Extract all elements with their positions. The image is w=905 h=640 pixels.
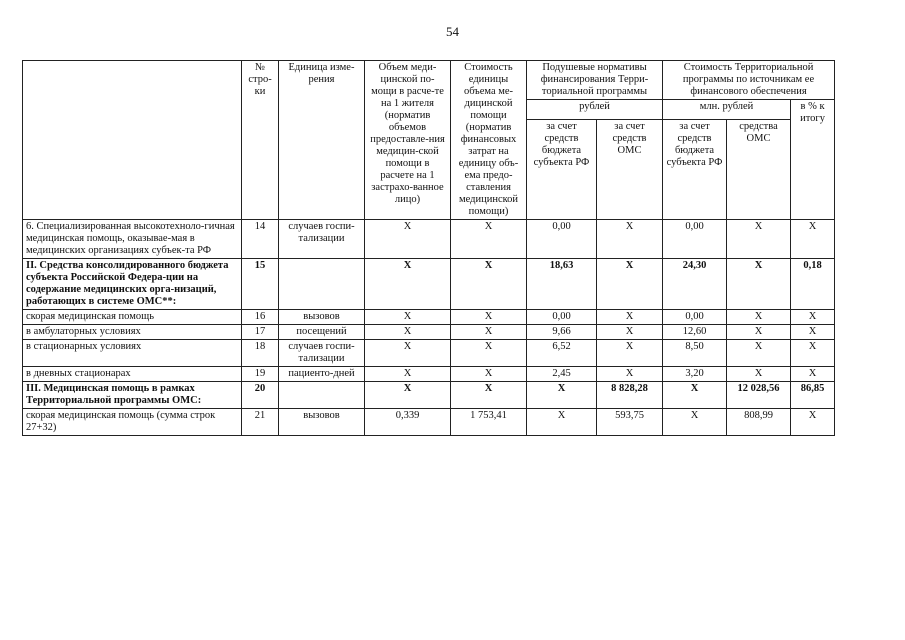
header-name-cell — [23, 61, 242, 220]
cell-cost: X — [451, 310, 527, 325]
cell-tc-oms: 808,99 — [727, 409, 791, 436]
cell-unit — [279, 382, 365, 409]
table-row — [23, 367, 835, 382]
cell-name: 6. Специализированная высокотехноло-гичная медицинская помощь, оказывае-мая в медицинских организациях субъек-та РФ — [23, 220, 242, 259]
cell-cost: X — [451, 259, 527, 310]
table-row — [23, 259, 835, 310]
cell-tc-pct: X — [791, 220, 835, 259]
cell-name: скорая медицинская помощь — [23, 310, 242, 325]
cell-tc-budget: 0,00 — [663, 310, 727, 325]
cell-pc-budget: 0,00 — [527, 220, 597, 259]
cell-unit — [279, 259, 365, 310]
cell-tc-oms: X — [727, 367, 791, 382]
cell-unit: посещений — [279, 325, 365, 340]
cell-name: в амбулаторных условиях — [23, 325, 242, 340]
cell-pc-budget: 2,45 — [527, 367, 597, 382]
cell-pc-budget: 0,00 — [527, 310, 597, 325]
cell-tc-oms: X — [727, 220, 791, 259]
cell-num: 16 — [242, 310, 279, 325]
cell-unit: вызовов — [279, 409, 365, 436]
cell-tc-budget: X — [663, 382, 727, 409]
cell-volume: X — [365, 340, 451, 367]
cell-pc-oms: X — [597, 325, 663, 340]
cell-num: 19 — [242, 367, 279, 382]
cell-tc-budget: 12,60 — [663, 325, 727, 340]
cell-volume: X — [365, 310, 451, 325]
cell-tc-oms: X — [727, 340, 791, 367]
cell-pc-oms: X — [597, 220, 663, 259]
cell-pc-oms: X — [597, 340, 663, 367]
cell-name: скорая медицинская помощь (сумма строк 27+32) — [23, 409, 242, 436]
cell-tc-pct: X — [791, 310, 835, 325]
cell-pc-oms: 593,75 — [597, 409, 663, 436]
cell-pc-oms: 8 828,28 — [597, 382, 663, 409]
header-volume: Объем меди-цинской по-мощи в расче-те на 1 жителя (норматив объемов предоставле-ния медицин-ской помощи в расчете на 1 застрахо-ванное лицо) — [365, 61, 451, 220]
cell-num: 17 — [242, 325, 279, 340]
cell-pc-budget: 18,63 — [527, 259, 597, 310]
header-unit: Единица изме-рения — [279, 61, 365, 220]
cell-tc-budget: X — [663, 409, 727, 436]
header-pc-oms: за счет средств ОМС — [597, 120, 663, 220]
header-cost: Стоимость единицы объема ме-дицинской помощи (норматив финансовых затрат на единицу объ-ема предо-ставления медицинской помощи) — [451, 61, 527, 220]
cell-num: 15 — [242, 259, 279, 310]
header-tc-budget: за счет средств бюджета субъекта РФ — [663, 120, 727, 220]
cell-pc-budget: 6,52 — [527, 340, 597, 367]
header-total-unit: млн. рублей — [663, 100, 791, 120]
cell-unit: случаев госпи-тализации — [279, 340, 365, 367]
cell-unit: пациенто-дней — [279, 367, 365, 382]
cell-tc-pct: X — [791, 340, 835, 367]
cell-cost: X — [451, 220, 527, 259]
header-pc-budget: за счет средств бюджета субъекта РФ — [527, 120, 597, 220]
cell-volume: X — [365, 367, 451, 382]
cell-tc-oms: 12 028,56 — [727, 382, 791, 409]
cell-tc-budget: 3,20 — [663, 367, 727, 382]
table-row — [23, 310, 835, 325]
cell-name: II. Средства консолидированного бюджета субъекта Российской Федера-ции на содержание медицинских орга-низаций, работающих в системе ОМС**: — [23, 259, 242, 310]
cell-cost: X — [451, 325, 527, 340]
cell-tc-pct: X — [791, 367, 835, 382]
cell-tc-pct: 0,18 — [791, 259, 835, 310]
cell-num: 18 — [242, 340, 279, 367]
cell-tc-oms: X — [727, 259, 791, 310]
cell-cost: X — [451, 382, 527, 409]
cell-pc-oms: X — [597, 259, 663, 310]
financing-table — [22, 60, 835, 436]
table-row — [23, 340, 835, 367]
cell-pc-budget: 9,66 — [527, 325, 597, 340]
cell-tc-pct: X — [791, 409, 835, 436]
header-row-1 — [23, 61, 835, 100]
header-per-capita-unit: рублей — [527, 100, 663, 120]
cell-tc-budget: 0,00 — [663, 220, 727, 259]
table-row — [23, 382, 835, 409]
header-num: № стро-ки — [242, 61, 279, 220]
cell-name: III. Медицинская помощь в рамках Территориальной программы ОМС: — [23, 382, 242, 409]
cell-num: 14 — [242, 220, 279, 259]
cell-pc-oms: X — [597, 367, 663, 382]
cell-tc-pct: 86,85 — [791, 382, 835, 409]
cell-pc-budget: X — [527, 382, 597, 409]
header-tc-oms: средства ОМС — [727, 120, 791, 220]
cell-volume: X — [365, 325, 451, 340]
cell-unit: случаев госпи-тализации — [279, 220, 365, 259]
cell-pc-budget: X — [527, 409, 597, 436]
cell-pc-oms: X — [597, 310, 663, 325]
header-per-capita: Подушевые нормативы финансирования Терри-ториальной программы — [527, 61, 663, 100]
cell-volume: X — [365, 382, 451, 409]
cell-tc-oms: X — [727, 325, 791, 340]
page-number: 54 — [446, 24, 459, 39]
table-row — [23, 220, 835, 259]
table-row — [23, 325, 835, 340]
cell-volume: X — [365, 259, 451, 310]
cell-num: 20 — [242, 382, 279, 409]
cell-num: 21 — [242, 409, 279, 436]
header-total-cost: Стоимость Территориальной программы по источникам ее финансового обеспечения — [663, 61, 835, 100]
cell-cost: X — [451, 367, 527, 382]
cell-name: в стационарных условиях — [23, 340, 242, 367]
cell-unit: вызовов — [279, 310, 365, 325]
cell-volume: 0,339 — [365, 409, 451, 436]
cell-tc-budget: 24,30 — [663, 259, 727, 310]
header-tc-pct: в % к итогу — [791, 100, 835, 220]
table-row — [23, 409, 835, 436]
cell-tc-oms: X — [727, 310, 791, 325]
cell-tc-pct: X — [791, 325, 835, 340]
cell-cost: 1 753,41 — [451, 409, 527, 436]
cell-tc-budget: 8,50 — [663, 340, 727, 367]
cell-cost: X — [451, 340, 527, 367]
cell-name: в дневных стационарах — [23, 367, 242, 382]
cell-volume: X — [365, 220, 451, 259]
